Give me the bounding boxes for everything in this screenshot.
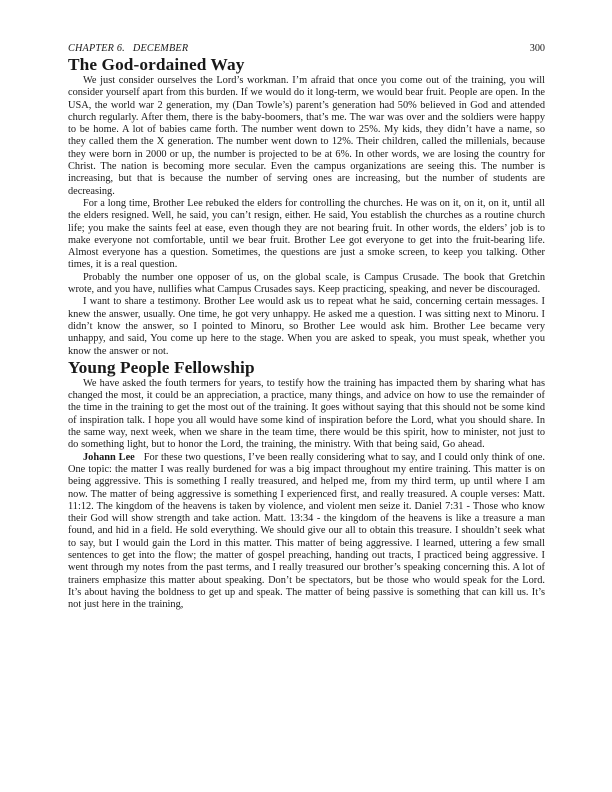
chapter-number: CHAPTER 6.: [68, 43, 125, 54]
paragraph-workman: We just consider ourselves the Lord’s workman. I’m afraid that once you come out of the training, you will consider yourself apart from this burden. If we would do it long-term, we would bear fruit. People are open. In the USA, the world war 2 generation, my (Dan Towle’s) parent’s generation had 50% believed in God and attended church regularly. After them, there is the baby-boomers, that’s me. The war was over and the soldiers were happy to be home. A lot of babies came forth. The number went down to 25%. My kids, they didn’t have a name, so they called them the X generation. The number went down to 12%. Their children, called the millenials, because they were born in 2000 or up, the number is projected to be at 6%. In other words, we are losing the country for Christ. The nation is becoming more secular. Even the campus organizations are seeing this. The number is increasing, but that is because the number of serving ones are increasing, but the number of students are decreasing.: [68, 75, 545, 197]
speaker-paragraph: [68, 452, 545, 612]
paragraph-campus-crusade: Probably the number one opposer of us, on the global scale, is Campus Crusade. The book that Gretchin wrote, and you have, nullifies what Campus Crusades says. Keep practicing, speaking, and never be discouraged.: [68, 271, 545, 296]
paragraph-fourth-termers: We have asked the fouth termers for years, to testify how the training has impacted them by sharing what has changed the most, it could be an appreciation, a practice, many things, and advice on how to use the remainder of the time in the training to get the most out of the training. It goes without saying that this should not be some kind of inspiration talk. I hope you all would have some kind of inspiration before the Lord, what you should share. In the same way, next week, when we share in the team time, there would be this spirit, how to minister, not just to do something light, but to honor the Lord, the training, the ministry. With that being said, Go ahead.: [68, 377, 545, 451]
speaker-text: For these two questions, I’ve been really considering what to say, and I could only think of one. One topic: the matter I was really burdened for was a big impact throughout my entire training. This matter is on being aggressive. This is something I really treasured, and helped me, from my third term, up until where I am now. The matter of being aggressive is something I experienced first, and really treasured. A couple verses: Matt. 11:12. The kingdom of the heavens is taken by violence, and violent men seize it. Daniel 7:31 - Those who know their God will show strength and take action. Matt. 13:34 - the kingdom of the heavens is like a treasure a man found, and hid in a field. He sold everything. We should give our all to obtain this treasure. I shouldn’t seek what to say, but I would gain the Lord in this matter. This matter of being aggressive. I learned, uttering a few small sentences to get into the flow; the matter of gospel preaching, handing out tracts, I practiced being aggressive. I went through my notes from the past terms, and I really treasured our brother’s speaking concerning this. A lot of trainers emphasize this matter about speaking. Don’t be spectators, but be those who would speak for the Lord. It’s about having the boldness to get up and speak. The matter of being passive is something that can kill us. It’s not just here in the training,: [68, 451, 545, 611]
chapter-mark: [68, 43, 188, 55]
paragraph-brother-lee-rebuked: For a long time, Brother Lee rebuked the elders for controlling the churches. He was on it, on it, on it, until all the elders resigned. Well, he said, you can’t resign, either. He said, You establish the churches as a routine church life; you make the saints feel at ease, even though they are not bearing fruit. In other words, the elders’ job is to make everyone not comfortable, until we bear fruit. Brother Lee got everyone to get into the fruit-bearing life. Almost everyone has a question. Sometimes, the questions are just a smoke screen, to keep you talking. Other times, it is a real question.: [68, 197, 545, 271]
section-heading-young-people-fellowship: Young People Fellowship: [68, 357, 255, 377]
page-number: 300: [529, 43, 545, 54]
running-header: [68, 43, 545, 55]
paragraph-testimony: I want to share a testimony. Brother Lee would ask us to repeat what he said, concerning certain messages. I knew the answer, usually. One time, he got very unhappy. He asked me a question. I was sitting next to Minoru. I didn’t know the answer, so I pointed to Minoru, so Brother Lee would ask him. Brother Lee became very unhappy, and said, You come up here to the stage. When you are asked to speak, you must speak, whether you know the answer or not.: [68, 296, 545, 357]
speaker-name: Johann Lee: [83, 451, 135, 463]
chapter-title: DECEMBER: [132, 43, 189, 54]
section-heading-the-god-ordained-way: The God-ordained Way: [68, 55, 245, 74]
